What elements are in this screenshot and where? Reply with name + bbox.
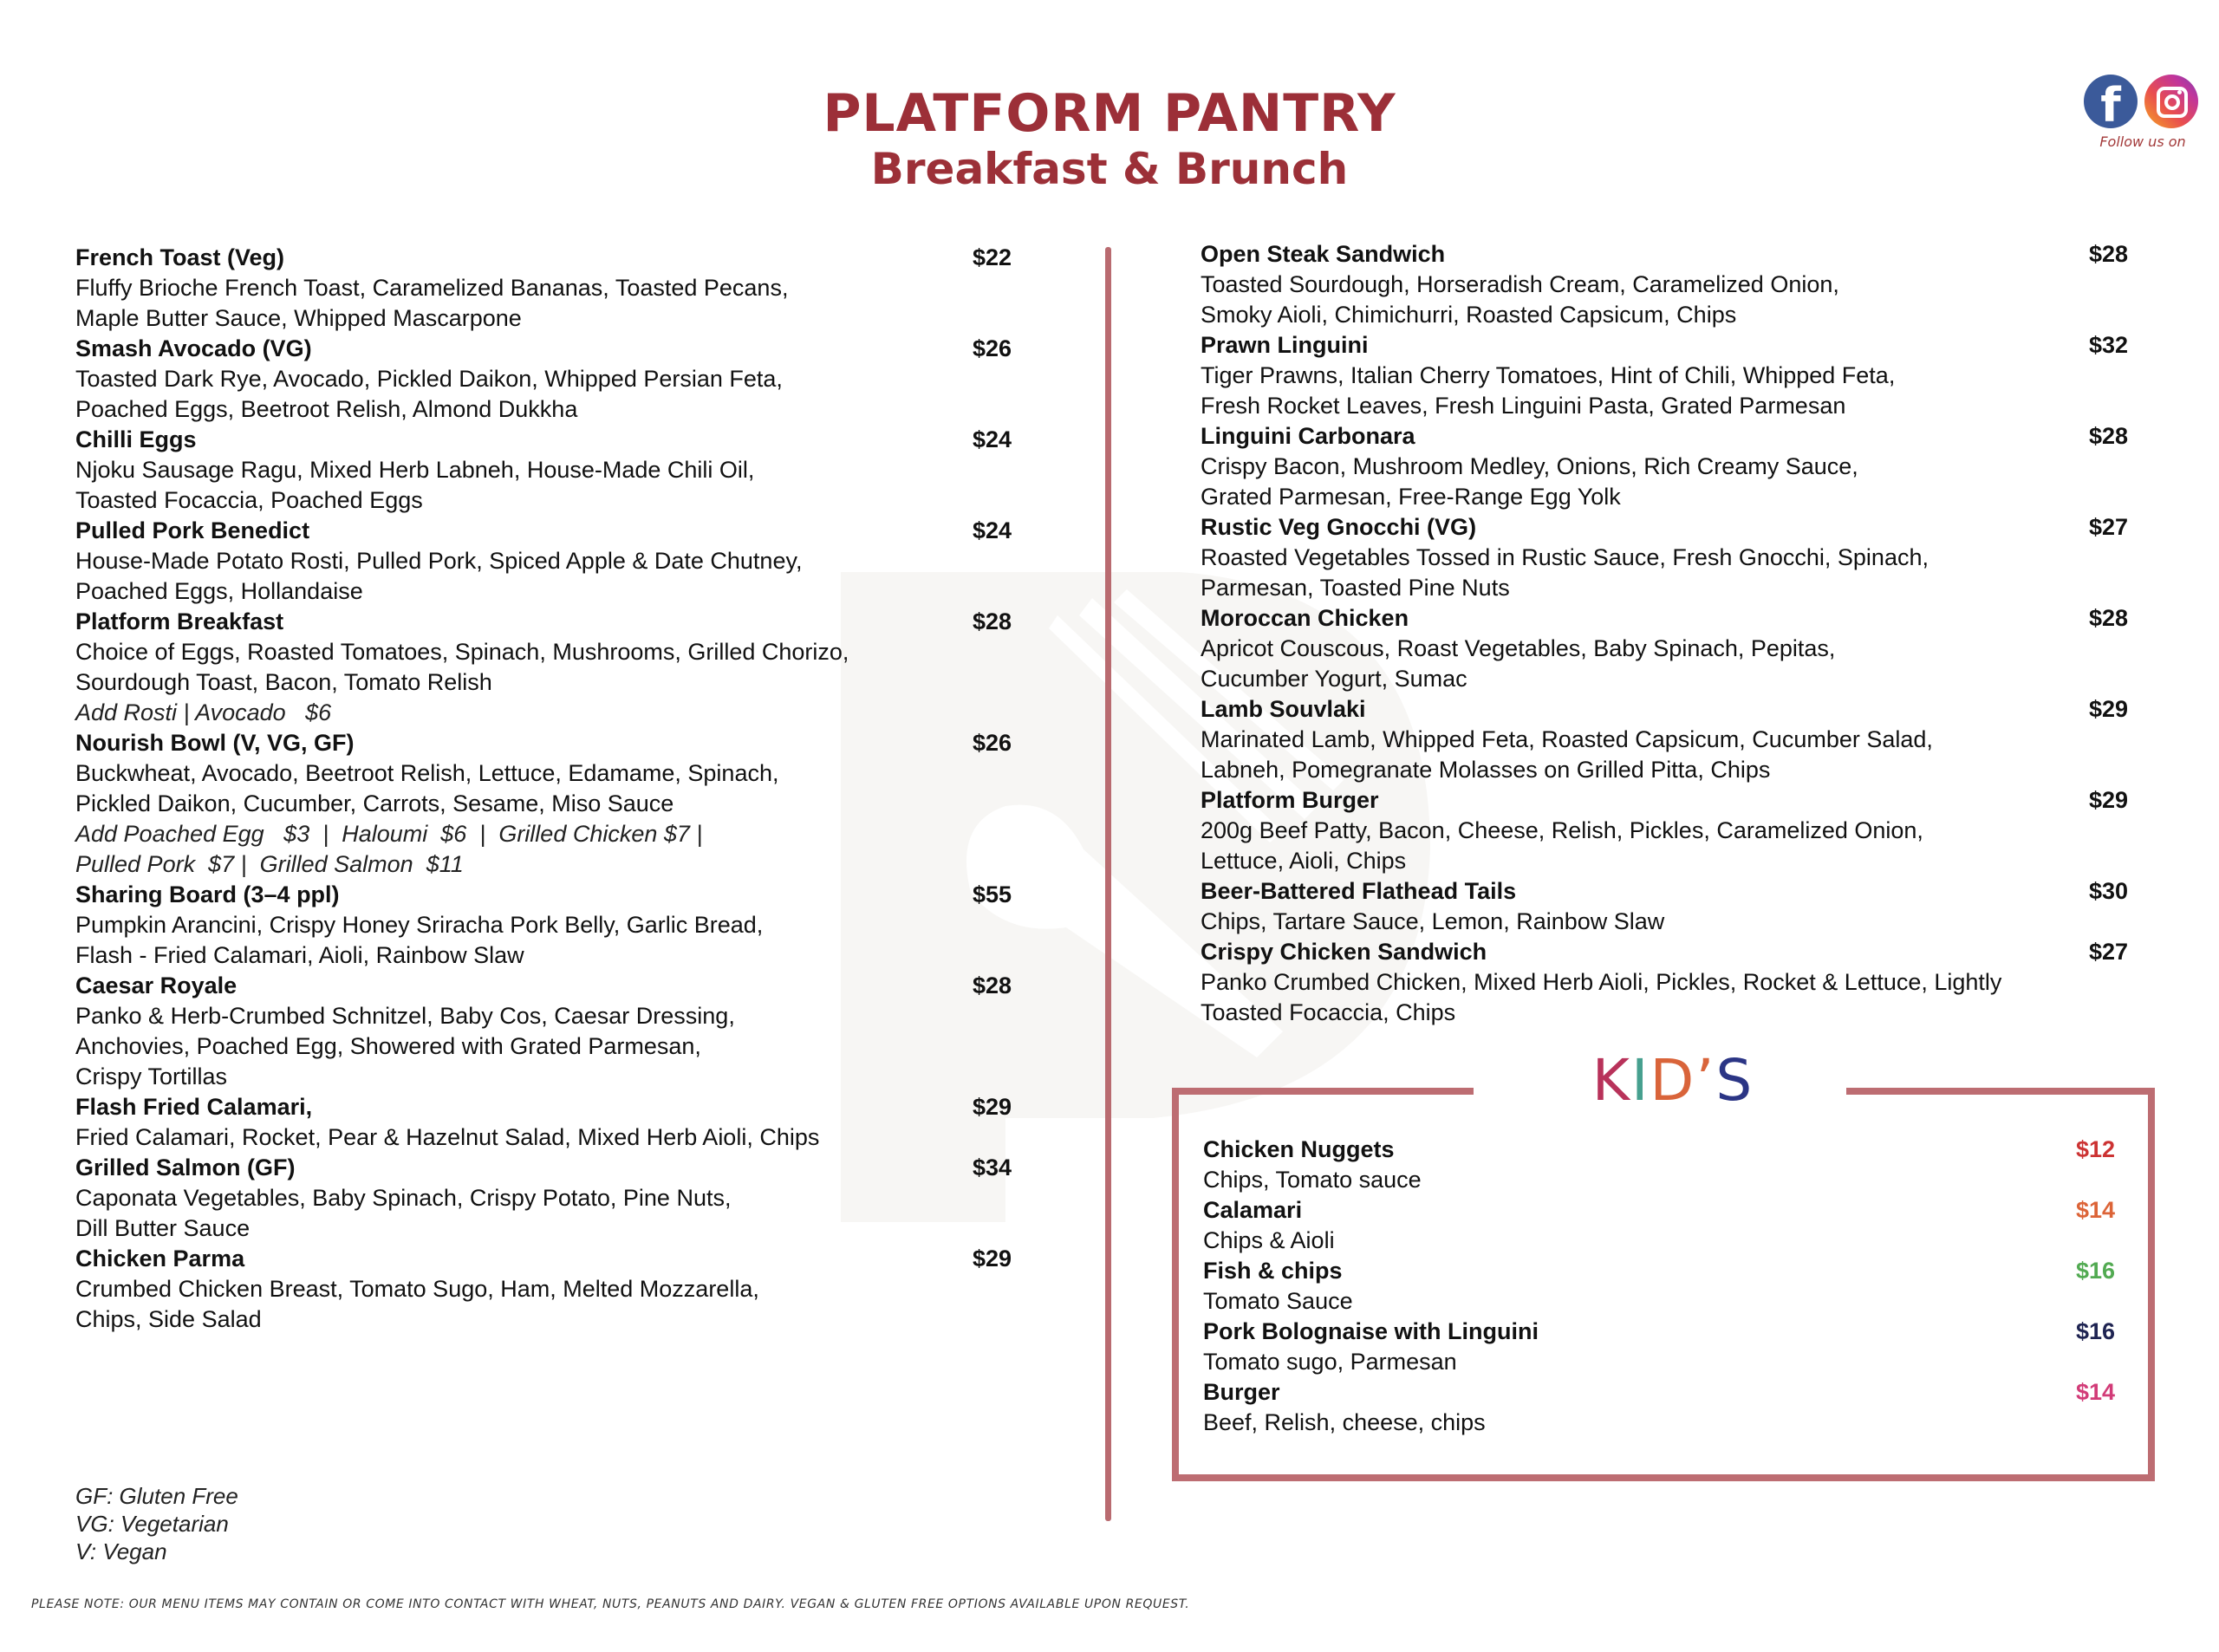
- item-addon: Pulled Pork $7 | Grilled Salmon $11: [75, 851, 464, 877]
- kids-section-title: [1543, 1047, 1803, 1114]
- item-description: Tomato Sauce: [1203, 1288, 1353, 1314]
- menu-item: [1201, 876, 2128, 937]
- item-name: Burger: [1203, 1379, 1280, 1405]
- item-price: $22: [972, 244, 1012, 270]
- item-price: $24: [972, 426, 1012, 452]
- item-name: Platform Burger: [1201, 787, 1379, 813]
- menu-item: [75, 971, 1012, 1092]
- kids-menu-item: [1203, 1317, 2115, 1377]
- menu-item: [1201, 421, 2128, 512]
- item-name: Chicken Nuggets: [1203, 1136, 1395, 1162]
- item-name: Lamb Souvlaki: [1201, 696, 1366, 722]
- item-description: Toasted Focaccia, Poached Eggs: [75, 487, 423, 513]
- item-description: Crispy Tortillas: [75, 1063, 228, 1089]
- kids-title-letter: S: [1715, 1047, 1754, 1114]
- item-name: French Toast (Veg): [75, 244, 285, 270]
- legend-v: V: Vegan: [75, 1538, 167, 1564]
- item-name: Pork Bolognaise with Linguini: [1203, 1318, 1539, 1344]
- item-price: $29: [2088, 787, 2128, 813]
- item-description: Poached Eggs, Hollandaise: [75, 578, 363, 604]
- item-price: $12: [2075, 1136, 2115, 1162]
- item-price: $16: [2075, 1258, 2115, 1284]
- legend-vg: VG: Vegetarian: [75, 1511, 229, 1537]
- instagram-lens: [2164, 94, 2180, 110]
- item-name: Beer-Battered Flathead Tails: [1201, 878, 1517, 904]
- item-name: Grilled Salmon (GF): [75, 1154, 296, 1180]
- item-name: Chilli Eggs: [75, 426, 197, 452]
- item-description: Marinated Lamb, Whipped Feta, Roasted Capsicum, Cucumber Salad,: [1201, 726, 1933, 752]
- kids-menu-item: [1203, 1135, 2115, 1195]
- item-description: Pickled Daikon, Cucumber, Carrots, Sesame, Miso Sauce: [75, 790, 674, 816]
- item-price: $14: [2075, 1197, 2115, 1223]
- item-description: Chips, Tartare Sauce, Lemon, Rainbow Slaw: [1201, 908, 1665, 934]
- item-price: $29: [972, 1094, 1012, 1120]
- item-description: Fluffy Brioche French Toast, Caramelized Bananas, Toasted Pecans,: [75, 275, 789, 301]
- item-price: $24: [972, 517, 1012, 543]
- item-name: Platform Breakfast: [75, 608, 284, 634]
- item-price: $29: [972, 1246, 1012, 1272]
- item-description: Smoky Aioli, Chimichurri, Roasted Capsicum, Chips: [1201, 302, 1737, 328]
- item-name: Moroccan Chicken: [1201, 605, 1409, 631]
- item-description: Beef, Relish, cheese, chips: [1203, 1409, 1486, 1435]
- item-description: Njoku Sausage Ragu, Mixed Herb Labneh, House-Made Chili Oil,: [75, 457, 755, 483]
- item-name: Rustic Veg Gnocchi (VG): [1201, 514, 1477, 540]
- item-description: 200g Beef Patty, Bacon, Cheese, Relish, Pickles, Caramelized Onion,: [1201, 817, 1923, 843]
- item-description: Lettuce, Aioli, Chips: [1201, 848, 1407, 874]
- item-name: Open Steak Sandwich: [1201, 241, 1446, 267]
- item-price: $26: [972, 730, 1012, 756]
- social-links: [2082, 75, 2203, 153]
- item-description: Panko & Herb-Crumbed Schnitzel, Baby Cos, Caesar Dressing,: [75, 1003, 735, 1029]
- item-price: $16: [2075, 1318, 2115, 1344]
- item-name: Chicken Parma: [75, 1246, 245, 1272]
- item-description: Labneh, Pomegranate Molasses on Grilled Pitta, Chips: [1201, 757, 1771, 783]
- item-description: Parmesan, Toasted Pine Nuts: [1201, 575, 1510, 601]
- item-description: Fried Calamari, Rocket, Pear & Hazelnut Salad, Mixed Herb Aioli, Chips: [75, 1124, 820, 1150]
- item-price: $34: [972, 1154, 1012, 1180]
- item-description: Choice of Eggs, Roasted Tomatoes, Spinach, Mushrooms, Grilled Chorizo,: [75, 639, 849, 665]
- column-divider: [1105, 247, 1111, 1521]
- item-price: $30: [2088, 878, 2128, 904]
- item-description: Tiger Prawns, Italian Cherry Tomatoes, Hint of Chili, Whipped Feta,: [1201, 362, 1896, 388]
- item-price: $27: [2088, 514, 2128, 540]
- item-description: Grated Parmesan, Free-Range Egg Yolk: [1201, 484, 1621, 510]
- menu-item: [75, 425, 1012, 516]
- allergen-note: PLEASE NOTE: OUR MENU ITEMS MAY CONTAIN OR COME INTO CONTACT WITH WHEAT, NUTS, PEANUTS AND DAIRY. VEGAN & GLUTEN FREE OPTIONS AVAILABLE UPON REQUEST.: [31, 1597, 1190, 1611]
- menu-item: [75, 516, 1012, 607]
- item-price: $26: [972, 335, 1012, 361]
- item-price: $28: [972, 972, 1012, 998]
- item-description: Flash - Fried Calamari, Aioli, Rainbow Slaw: [75, 942, 524, 968]
- kids-menu-item: [1203, 1256, 2115, 1317]
- item-description: Toasted Sourdough, Horseradish Cream, Caramelized Onion,: [1201, 271, 1839, 297]
- kids-menu-item: [1203, 1195, 2115, 1256]
- kids-menu-list: [1203, 1135, 2115, 1438]
- item-addon: Add Poached Egg $3 | Haloumi $6 | Grilled Chicken $7 |: [75, 821, 703, 847]
- kids-title-letter: K: [1591, 1047, 1632, 1114]
- item-description: Roasted Vegetables Tossed in Rustic Sauce, Fresh Gnocchi, Spinach,: [1201, 544, 1929, 570]
- menu-item: [1201, 785, 2128, 876]
- menu-item: [1201, 603, 2128, 694]
- item-description: Tomato sugo, Parmesan: [1203, 1349, 1457, 1375]
- item-description: Maple Butter Sauce, Whipped Mascarpone: [75, 305, 522, 331]
- item-description: Toasted Focaccia, Chips: [1201, 999, 1456, 1025]
- item-price: $55: [972, 881, 1012, 907]
- item-name: Fish & chips: [1203, 1258, 1343, 1284]
- item-description: Cucumber Yogurt, Sumac: [1201, 666, 1467, 692]
- instagram-icon[interactable]: [2144, 75, 2198, 128]
- item-description: Dill Butter Sauce: [75, 1215, 251, 1241]
- menu-item: [1201, 694, 2128, 785]
- item-description: Toasted Dark Rye, Avocado, Pickled Daikon, Whipped Persian Feta,: [75, 366, 783, 392]
- item-price: $32: [2088, 332, 2128, 358]
- item-description: Panko Crumbed Chicken, Mixed Herb Aioli, Pickles, Rocket & Lettuce, Lightly: [1201, 969, 2002, 995]
- item-description: House-Made Potato Rosti, Pulled Pork, Spiced Apple & Date Chutney,: [75, 548, 803, 574]
- dietary-legend: [75, 1482, 238, 1565]
- legend-gf: GF: Gluten Free: [75, 1483, 238, 1509]
- item-name: Prawn Linguini: [1201, 332, 1369, 358]
- menu-item: [75, 1153, 1012, 1244]
- right-menu-column: [1201, 239, 2128, 1028]
- restaurant-title: PLATFORM PANTRY: [823, 83, 1396, 144]
- kids-title-letter: I: [1631, 1047, 1650, 1114]
- item-description: Caponata Vegetables, Baby Spinach, Crispy Potato, Pine Nuts,: [75, 1185, 732, 1211]
- left-menu-column: [75, 243, 1012, 1335]
- follow-us-text: Follow us on: [2099, 133, 2186, 150]
- facebook-icon[interactable]: f: [2084, 75, 2138, 128]
- kids-title-letter: D: [1650, 1047, 1696, 1114]
- menu-item: [75, 243, 1012, 334]
- item-description: Apricot Couscous, Roast Vegetables, Baby Spinach, Pepitas,: [1201, 635, 1836, 661]
- menu-item: [75, 880, 1012, 971]
- item-description: Crumbed Chicken Breast, Tomato Sugo, Ham, Melted Mozzarella,: [75, 1276, 759, 1302]
- item-description: Poached Eggs, Beetroot Relish, Almond Dukkha: [75, 396, 578, 422]
- kids-menu-item: [1203, 1377, 2115, 1438]
- item-description: Anchovies, Poached Egg, Showered with Grated Parmesan,: [75, 1033, 701, 1059]
- item-name: Smash Avocado (VG): [75, 335, 312, 361]
- menu-item: [75, 334, 1012, 425]
- item-name: Crispy Chicken Sandwich: [1201, 939, 1487, 965]
- item-description: Buckwheat, Avocado, Beetroot Relish, Lettuce, Edamame, Spinach,: [75, 760, 779, 786]
- item-name: Nourish Bowl (V, VG, GF): [75, 730, 355, 756]
- item-price: $28: [2088, 605, 2128, 631]
- menu-item: [75, 728, 1012, 880]
- item-description: Fresh Rocket Leaves, Fresh Linguini Pasta, Grated Parmesan: [1201, 393, 1846, 419]
- menu-subtitle: Breakfast & Brunch: [870, 144, 1349, 194]
- item-price: $29: [2088, 696, 2128, 722]
- item-price: $28: [972, 608, 1012, 634]
- item-name: Flash Fried Calamari,: [75, 1094, 313, 1120]
- item-description: Sourdough Toast, Bacon, Tomato Relish: [75, 669, 492, 695]
- menu-item: [1201, 512, 2128, 603]
- item-price: $28: [2088, 423, 2128, 449]
- menu-item: [75, 1092, 1012, 1153]
- item-description: Chips, Tomato sauce: [1203, 1167, 1422, 1193]
- item-description: Pumpkin Arancini, Crispy Honey Sriracha Pork Belly, Garlic Bread,: [75, 912, 764, 938]
- item-name: Sharing Board (3–4 ppl): [75, 881, 340, 907]
- item-description: Crispy Bacon, Mushroom Medley, Onions, Rich Creamy Sauce,: [1201, 453, 1858, 479]
- item-name: Caesar Royale: [75, 972, 238, 998]
- item-price: $27: [2088, 939, 2128, 965]
- kids-title-letter: ’: [1695, 1047, 1716, 1114]
- item-name: Calamari: [1203, 1197, 1303, 1223]
- menu-item: [1201, 330, 2128, 421]
- item-description: Chips, Side Salad: [75, 1306, 262, 1332]
- item-name: Linguini Carbonara: [1201, 423, 1415, 449]
- menu-item: [1201, 239, 2128, 330]
- item-addon: Add Rosti | Avocado $6: [75, 699, 332, 725]
- menu-item: [75, 607, 1012, 728]
- item-price: $28: [2088, 241, 2128, 267]
- item-price: $14: [2075, 1379, 2115, 1405]
- item-name: Pulled Pork Benedict: [75, 517, 310, 543]
- instagram-flash: [2177, 90, 2182, 94]
- menu-item: [1201, 937, 2128, 1028]
- item-description: Chips & Aioli: [1203, 1227, 1335, 1253]
- menu-item: [75, 1244, 1012, 1335]
